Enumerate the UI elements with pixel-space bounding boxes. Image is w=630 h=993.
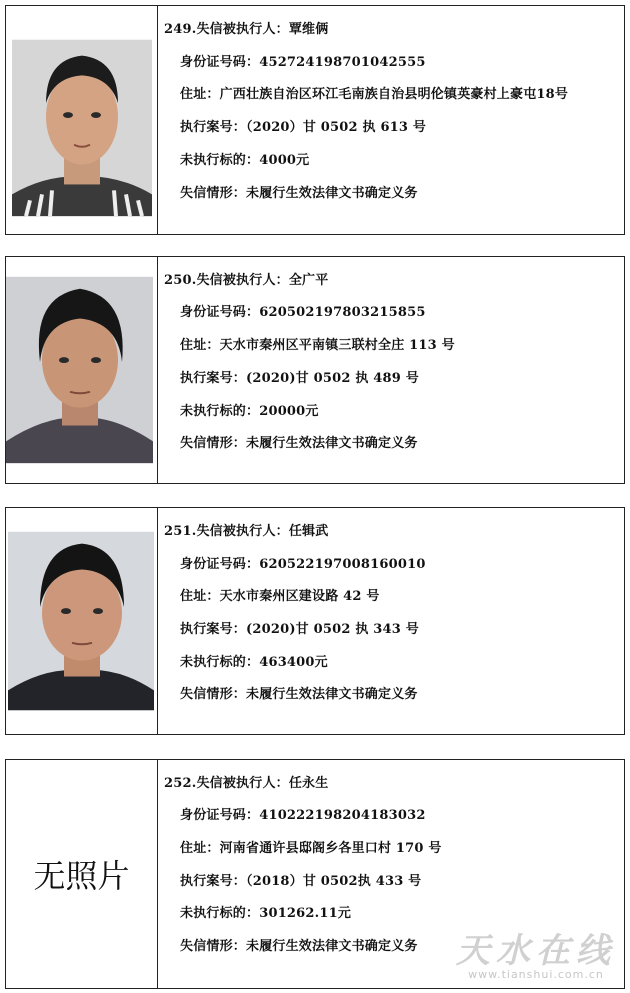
- dishonesty-situation: 失信情形：未履行生效法律文书确定义务: [180, 436, 418, 451]
- record-card-250: [5, 256, 625, 484]
- no-photo-label: 无照片: [33, 857, 130, 895]
- unexecuted-amount: 未执行标的：463400元: [180, 655, 328, 670]
- dishonesty-situation: 失信情形：未履行生效法律文书确定义务: [180, 186, 418, 201]
- portrait-photo: [6, 257, 157, 483]
- address: 住址：天水市秦州区建设路 42 号: [180, 589, 380, 604]
- id-number: 身份证号码：620522197008160010: [180, 557, 426, 572]
- debtor-header: 251.失信被执行人：任辑武: [164, 524, 329, 539]
- portrait-photo-cell: [6, 6, 158, 234]
- record-card-252: [5, 759, 625, 989]
- id-number: 身份证号码：452724198701042555: [180, 55, 426, 70]
- watermark-logo-text: 天水在线: [456, 931, 616, 971]
- case-number: 执行案号：（2018）甘 0502执 433 号: [180, 874, 422, 889]
- case-number: 执行案号：(2020)甘 0502 执 343 号: [180, 622, 419, 637]
- portrait-photo-cell: [6, 508, 158, 734]
- debtor-header: 252.失信被执行人：任永生: [164, 776, 329, 791]
- portrait-photo: [6, 6, 157, 234]
- unexecuted-amount: 未执行标的：301262.11元: [180, 906, 352, 921]
- record-card-249: [5, 5, 625, 235]
- debtor-header: 250.失信被执行人：全广平: [164, 273, 329, 288]
- id-number: 身份证号码：620502197803215855: [180, 305, 426, 320]
- address: 住址：天水市秦州区平南镇三联村全庄 113 号: [180, 338, 455, 353]
- dishonesty-situation: 失信情形：未履行生效法律文书确定义务: [180, 687, 418, 702]
- portrait-photo: [6, 508, 157, 734]
- unexecuted-amount: 未执行标的：4000元: [180, 153, 310, 168]
- watermark-url: www.tianshui.com.cn: [468, 968, 604, 981]
- record-card-251: [5, 507, 625, 735]
- no-photo-cell: [6, 760, 158, 988]
- unexecuted-amount: 未执行标的：20000元: [180, 404, 319, 419]
- case-number: 执行案号：（2020）甘 0502 执 613 号: [180, 120, 427, 135]
- address: 住址：广西壮族自治区环江毛南族自治县明伦镇英豪村上豪屯18号: [180, 87, 569, 102]
- id-number: 身份证号码：410222198204183032: [180, 808, 426, 823]
- case-number: 执行案号：(2020)甘 0502 执 489 号: [180, 371, 419, 386]
- debtor-header: 249.失信被执行人：覃维俩: [164, 22, 329, 37]
- address: 住址：河南省通许县邸阁乡各里口村 170 号: [180, 841, 442, 856]
- dishonesty-situation: 失信情形：未履行生效法律文书确定义务: [180, 939, 418, 954]
- portrait-photo-cell: [6, 257, 158, 483]
